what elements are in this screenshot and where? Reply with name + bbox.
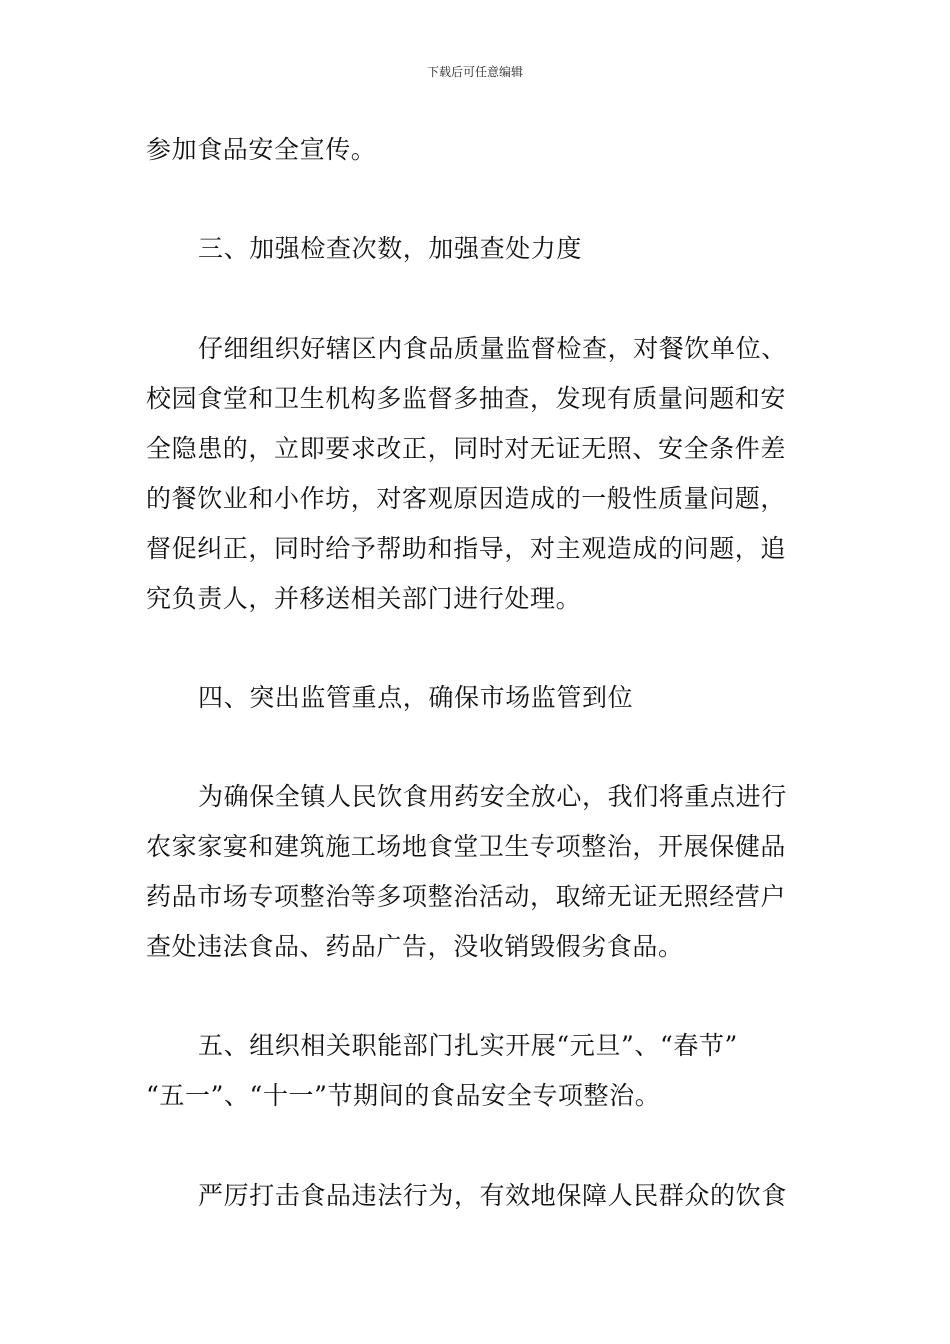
paragraph-inspection (146, 324, 808, 624)
section-heading-4 (146, 673, 808, 723)
header-note: 下载后可任意编辑 (426, 65, 523, 79)
text-line: 的餐饮业和小作坊，对客观原因造成的一般性质量问题， (146, 484, 787, 513)
text-line: 为确保全镇人民饮食用药安全放心，我们将重点进行 (198, 782, 787, 811)
text-line: 五、组织相关职能部门扎实开展“元旦”、“春节” (198, 1031, 738, 1060)
text-line: 仔细组织好辖区内食品质量监督检查，对餐饮单位、 (198, 334, 787, 363)
text-line: 参加食品安全宣传。 (146, 135, 377, 164)
section-heading-3 (146, 224, 808, 274)
text-line: 全隐患的，立即要求改正，同时对无证无照、安全条件差 (146, 434, 787, 463)
text-line: 校园食堂和卫生机构多监督多抽查，发现有质量问题和安 (146, 384, 787, 413)
text-line: 究负责人，并移送相关部门进行处理。 (146, 584, 582, 613)
text-line: 三、加强检查次数，加强查处力度 (198, 234, 583, 263)
text-line: “五一”、“十一”节期间的食品安全专项整治。 (146, 1081, 661, 1110)
text-line: 督促纠正，同时给予帮助和指导，对主观造成的问题，追 (146, 534, 787, 563)
text-line: 药品市场专项整治等多项整治活动，取缔无证无照经营户 (146, 882, 787, 911)
paragraph-market-supervision (146, 772, 808, 972)
text-line: 农家家宴和建筑施工场地食堂卫生专项整治，开展保健品 (146, 832, 787, 861)
paragraph-continuation (146, 125, 808, 175)
text-line: 四、突出监管重点，确保市场监管到位 (198, 683, 634, 712)
section-heading-5 (146, 1021, 808, 1121)
text-line: 查处违法食品、药品广告，没收销毁假劣食品。 (146, 932, 684, 961)
text-line: 严厉打击食品违法行为，有效地保障人民群众的饮食 (198, 1181, 787, 1210)
paragraph-crackdown (146, 1171, 808, 1221)
